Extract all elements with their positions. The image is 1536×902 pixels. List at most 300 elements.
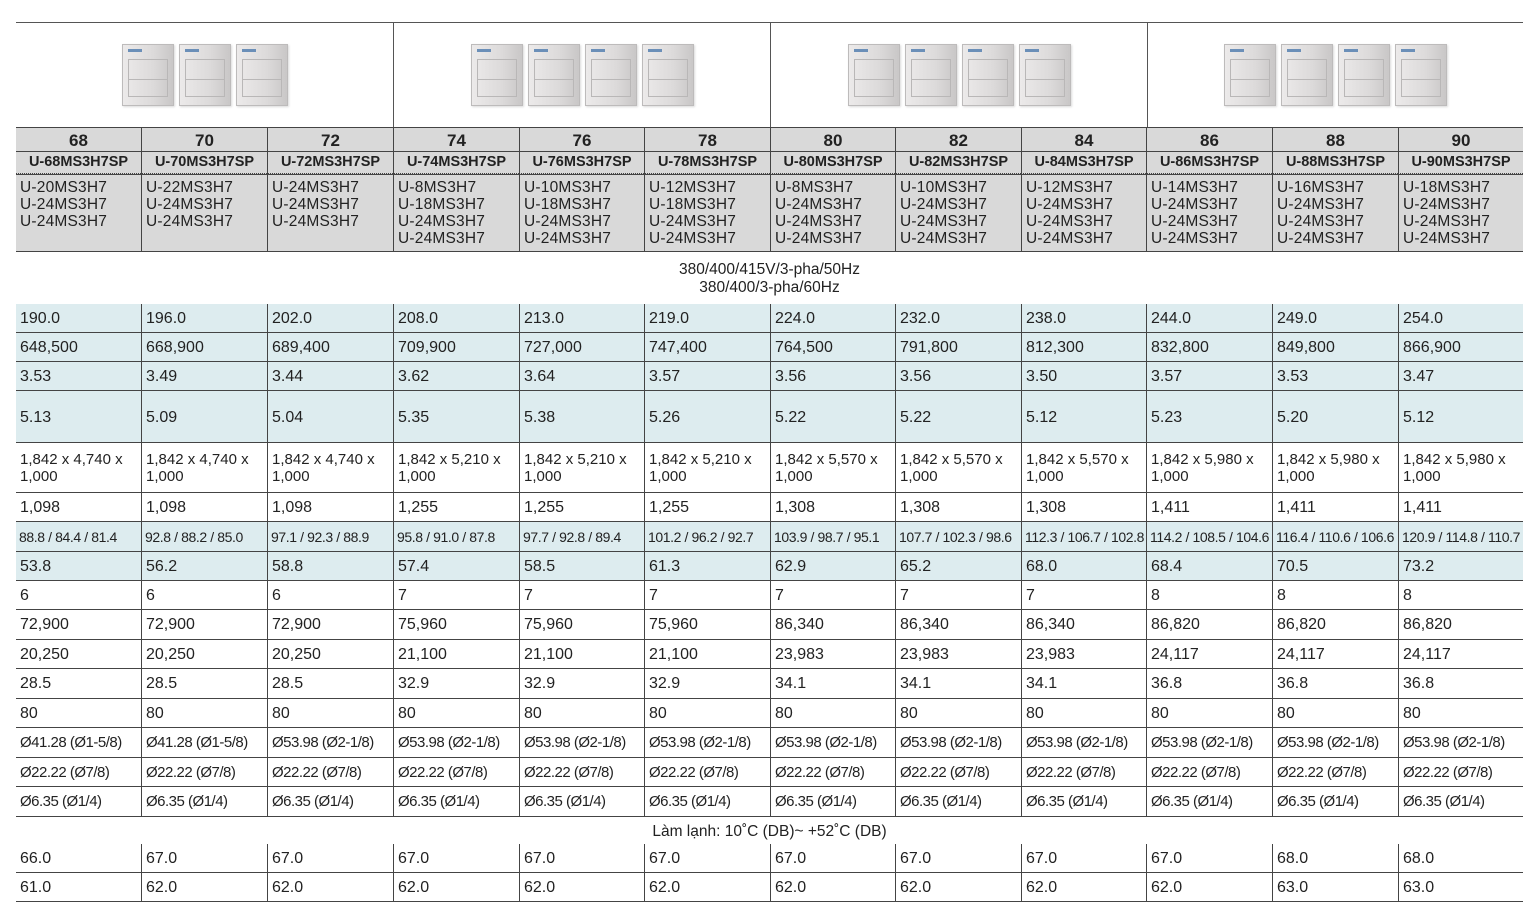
combination-unit: U-24MS3H7 — [272, 213, 360, 230]
unit-panel-line — [1025, 79, 1065, 80]
capacity-hp: 86 — [1146, 127, 1272, 151]
spec-value: 24,117 — [1272, 640, 1398, 668]
spec-value: Ø22.22 (Ø7/8) — [20, 764, 110, 781]
spec-value: 5.13 — [16, 391, 141, 442]
spec-value: 3.53 — [1272, 362, 1398, 390]
spec-value: 34.1 — [770, 669, 895, 698]
spec-row — [16, 391, 1523, 443]
spec-value: 5.04 — [267, 391, 393, 442]
spec-value: 80 — [1021, 699, 1146, 727]
model-name: U-80MS3H7SP — [770, 152, 895, 174]
spec-value: 1,842 x 4,740 x 1,000 — [20, 451, 123, 485]
model-name: U-84MS3H7SP — [1021, 152, 1146, 174]
spec-row — [16, 844, 1523, 873]
spec-value: 3.62 — [393, 362, 519, 390]
spec-value: 57.4 — [393, 552, 519, 580]
spec-value: Ø22.22 (Ø7/8) — [770, 758, 895, 786]
outdoor-unit-image — [848, 44, 900, 106]
spec-value: 80 — [393, 699, 519, 727]
spec-value: 8 — [1146, 581, 1272, 609]
spec-value: 58.5 — [519, 552, 644, 580]
spec-value: Ø22.22 (Ø7/8) — [1021, 758, 1146, 786]
spec-value: 107.7 / 102.3 / 98.6 — [895, 522, 1021, 551]
spec-value: Ø6.35 (Ø1/4) — [895, 787, 1021, 816]
model-name: U-72MS3H7SP — [267, 152, 393, 174]
spec-value: 86,340 — [1021, 610, 1146, 639]
capacity-hp: 88 — [1272, 127, 1398, 151]
combination-unit: U-24MS3H7 — [649, 213, 737, 230]
spec-value: 62.0 — [393, 873, 519, 901]
spec-value: 28.5 — [20, 675, 52, 692]
spec-value: 208.0 — [393, 304, 519, 332]
spec-value: 114.2 / 108.5 / 104.6 — [1146, 522, 1272, 551]
combination-unit: U-24MS3H7 — [900, 196, 988, 213]
capacity-hp: 82 — [895, 127, 1021, 151]
spec-value: 196.0 — [141, 304, 267, 332]
spec-value: 866,900 — [1398, 333, 1523, 361]
combination-row — [16, 175, 1523, 252]
combination-unit: U-8MS3H7 — [775, 179, 854, 196]
combination-unit: U-14MS3H7 — [1151, 179, 1239, 196]
spec-value: 1,842 x 5,980 x 1,000 — [1146, 443, 1272, 492]
spec-value: 6 — [20, 587, 29, 604]
capacity-hp: 90 — [1398, 127, 1523, 151]
outdoor-unit-image — [642, 44, 694, 106]
combination-unit: U-24MS3H7 — [524, 230, 612, 247]
unit-panel-line — [242, 79, 282, 80]
spec-value: 32.9 — [519, 669, 644, 698]
unit-combination — [393, 175, 519, 251]
spec-value: 1,842 x 5,980 x 1,000 — [1272, 443, 1398, 492]
spec-table — [16, 22, 1523, 902]
combination-unit: U-24MS3H7 — [398, 230, 486, 247]
spec-value: 62.9 — [770, 552, 895, 580]
spec-value: 20,250 — [141, 640, 267, 668]
combination-unit: U-18MS3H7 — [649, 196, 737, 213]
spec-value: 219.0 — [644, 304, 770, 332]
unit-panel-line — [477, 79, 517, 80]
spec-value: 21,100 — [519, 640, 644, 668]
spec-value: 5.20 — [1272, 391, 1398, 442]
spec-value: 97.7 / 92.8 / 89.4 — [519, 522, 644, 551]
model-header — [16, 127, 1523, 252]
spec-row — [16, 443, 1523, 493]
spec-value: Ø6.35 (Ø1/4) — [267, 787, 393, 816]
spec-value: Ø6.35 (Ø1/4) — [644, 787, 770, 816]
spec-value: Ø53.98 (Ø2-1/8) — [644, 728, 770, 757]
unit-combination — [267, 175, 393, 251]
spec-value: Ø53.98 (Ø2-1/8) — [1272, 728, 1398, 757]
spec-value: 1,842 x 5,570 x 1,000 — [895, 443, 1021, 492]
spec-value: Ø53.98 (Ø2-1/8) — [1021, 728, 1146, 757]
spec-value: 5.26 — [644, 391, 770, 442]
spec-value: 101.2 / 96.2 / 92.7 — [644, 522, 770, 551]
spec-row — [16, 669, 1523, 699]
spec-row — [16, 610, 1523, 640]
model-name: U-90MS3H7SP — [1398, 152, 1523, 174]
combination-unit: U-24MS3H7 — [1151, 230, 1239, 247]
spec-rows-a — [16, 304, 1523, 817]
spec-value: 1,098 — [267, 493, 393, 521]
outdoor-unit-image — [585, 44, 637, 106]
spec-value: Ø6.35 (Ø1/4) — [770, 787, 895, 816]
spec-value: 75,960 — [393, 610, 519, 639]
spec-value: 72,900 — [20, 616, 69, 633]
spec-value: 21,100 — [644, 640, 770, 668]
spec-value: 65.2 — [895, 552, 1021, 580]
spec-value: 62.0 — [267, 873, 393, 901]
spec-value: Ø53.98 (Ø2-1/8) — [393, 728, 519, 757]
spec-value: 238.0 — [1021, 304, 1146, 332]
spec-value: Ø53.98 (Ø2-1/8) — [1146, 728, 1272, 757]
model-name: U-78MS3H7SP — [644, 152, 770, 174]
spec-value: 5.22 — [770, 391, 895, 442]
unit-combination — [16, 175, 141, 251]
spec-value: Ø22.22 (Ø7/8) — [1272, 758, 1398, 786]
spec-value: 32.9 — [644, 669, 770, 698]
spec-value: 80 — [895, 699, 1021, 727]
unit-combination — [1272, 175, 1398, 251]
model-name: U-76MS3H7SP — [519, 152, 644, 174]
spec-value: 254.0 — [1398, 304, 1523, 332]
spec-row — [16, 304, 1523, 333]
unit-combination — [1021, 175, 1146, 251]
spec-value: 24,117 — [1146, 640, 1272, 668]
capacity-hp: 84 — [1021, 127, 1146, 151]
outdoor-unit-image — [962, 44, 1014, 106]
spec-value: 5.12 — [1021, 391, 1146, 442]
spec-value: 244.0 — [1146, 304, 1272, 332]
spec-value: 67.0 — [1146, 844, 1272, 872]
spec-value: Ø6.35 (Ø1/4) — [1021, 787, 1146, 816]
model-name: U-86MS3H7SP — [1146, 152, 1272, 174]
spec-value: 67.0 — [644, 844, 770, 872]
spec-value: 61.0 — [20, 879, 52, 896]
spec-value: 116.4 / 110.6 / 106.6 — [1272, 522, 1398, 551]
outdoor-unit-image — [1338, 44, 1390, 106]
spec-value: 812,300 — [1021, 333, 1146, 361]
outdoor-unit-image — [122, 44, 174, 106]
spec-value: 249.0 — [1272, 304, 1398, 332]
combination-unit: U-12MS3H7 — [649, 179, 737, 196]
combination-unit: U-24MS3H7 — [1151, 213, 1239, 230]
spec-value: 68.0 — [1272, 844, 1398, 872]
combination-unit: U-10MS3H7 — [524, 179, 612, 196]
spec-value: 832,800 — [1146, 333, 1272, 361]
combination-unit: U-24MS3H7 — [1277, 230, 1365, 247]
spec-value: 32.9 — [393, 669, 519, 698]
spec-value: 5.12 — [1398, 391, 1523, 442]
spec-value: 1,842 x 5,210 x 1,000 — [644, 443, 770, 492]
spec-value: 20,250 — [20, 646, 69, 663]
spec-row — [16, 873, 1523, 902]
combination-unit: U-16MS3H7 — [1277, 179, 1365, 196]
spec-value: 67.0 — [1021, 844, 1146, 872]
combination-unit: U-24MS3H7 — [1026, 230, 1114, 247]
model-row — [16, 152, 1523, 175]
spec-value: 88.8 / 84.4 / 81.4 — [16, 522, 141, 551]
spec-value: 1,308 — [895, 493, 1021, 521]
spec-value: 103.9 / 98.7 / 95.1 — [770, 522, 895, 551]
spec-row — [16, 728, 1523, 758]
combination-unit: U-24MS3H7 — [146, 196, 234, 213]
spec-value: 28.5 — [141, 669, 267, 698]
spec-value: 7 — [393, 581, 519, 609]
model-name: U-68MS3H7SP — [16, 152, 141, 174]
spec-value: Ø41.28 (Ø1-5/8) — [141, 728, 267, 757]
spec-value: Ø53.98 (Ø2-1/8) — [1398, 728, 1523, 757]
combination-unit: U-24MS3H7 — [1026, 213, 1114, 230]
spec-value: 1,308 — [1021, 493, 1146, 521]
spec-value: 3.57 — [644, 362, 770, 390]
combination-unit: U-24MS3H7 — [146, 213, 234, 230]
unit-combination — [644, 175, 770, 251]
spec-value: 62.0 — [141, 873, 267, 901]
spec-value: 1,842 x 5,570 x 1,000 — [1021, 443, 1146, 492]
spec-row — [16, 522, 1523, 552]
spec-value: 34.1 — [895, 669, 1021, 698]
spec-value: Ø41.28 (Ø1-5/8) — [20, 734, 122, 751]
spec-value: 1,842 x 5,980 x 1,000 — [1398, 443, 1523, 492]
spec-value: 62.0 — [770, 873, 895, 901]
combination-unit: U-24MS3H7 — [524, 213, 612, 230]
spec-value: 1,098 — [20, 499, 61, 516]
spec-value: 67.0 — [393, 844, 519, 872]
spec-value: Ø6.35 (Ø1/4) — [1272, 787, 1398, 816]
spec-value: 6 — [267, 581, 393, 609]
outdoor-unit-image — [236, 44, 288, 106]
unit-panel-line — [1287, 79, 1327, 80]
spec-row — [16, 581, 1523, 610]
spec-value: 1,842 x 4,740 x 1,000 — [141, 443, 267, 492]
capacity-hp: 70 — [141, 127, 267, 151]
spec-value: 58.8 — [267, 552, 393, 580]
spec-value: 62.0 — [1146, 873, 1272, 901]
spec-value: 3.47 — [1398, 362, 1523, 390]
combination-unit: U-24MS3H7 — [20, 196, 108, 213]
spec-value: 1,842 x 5,210 x 1,000 — [519, 443, 644, 492]
spec-rows-b — [16, 844, 1523, 902]
spec-value: 5.38 — [519, 391, 644, 442]
spec-value: Ø22.22 (Ø7/8) — [644, 758, 770, 786]
spec-value: Ø6.35 (Ø1/4) — [141, 787, 267, 816]
spec-value: 80 — [20, 705, 38, 722]
unit-combination — [770, 175, 895, 251]
spec-value: 120.9 / 114.8 / 110.7 — [1398, 522, 1523, 551]
spec-value: 202.0 — [267, 304, 393, 332]
spec-value: 21,100 — [393, 640, 519, 668]
spec-value: 72,900 — [141, 610, 267, 639]
product-image-group — [16, 23, 393, 127]
spec-value: 67.0 — [895, 844, 1021, 872]
spec-value: 709,900 — [393, 333, 519, 361]
spec-value: 7 — [770, 581, 895, 609]
spec-value: 61.3 — [644, 552, 770, 580]
spec-value: Ø22.22 (Ø7/8) — [895, 758, 1021, 786]
spec-value: 7 — [895, 581, 1021, 609]
unit-combination — [141, 175, 267, 251]
unit-panel-line — [968, 79, 1008, 80]
combination-unit: U-24MS3H7 — [1403, 213, 1491, 230]
spec-value: 3.64 — [519, 362, 644, 390]
capacity-hp: 78 — [644, 127, 770, 151]
spec-value: 727,000 — [519, 333, 644, 361]
spec-value: 86,820 — [1272, 610, 1398, 639]
model-name: U-82MS3H7SP — [895, 152, 1021, 174]
combination-unit: U-24MS3H7 — [398, 213, 486, 230]
spec-value: 1,255 — [519, 493, 644, 521]
combination-unit: U-24MS3H7 — [1403, 196, 1491, 213]
spec-value: Ø6.35 (Ø1/4) — [393, 787, 519, 816]
spec-value: 68.4 — [1146, 552, 1272, 580]
spec-value: 1,411 — [1398, 493, 1523, 521]
unit-panel-line — [648, 79, 688, 80]
spec-value: 20,250 — [267, 640, 393, 668]
spec-value: Ø53.98 (Ø2-1/8) — [770, 728, 895, 757]
unit-combination — [1398, 175, 1523, 251]
spec-value: 1,842 x 5,570 x 1,000 — [770, 443, 895, 492]
spec-value: 80 — [1398, 699, 1523, 727]
spec-value: 213.0 — [519, 304, 644, 332]
model-name: U-70MS3H7SP — [141, 152, 267, 174]
unit-combination — [1146, 175, 1272, 251]
spec-row — [16, 493, 1523, 522]
model-name: U-74MS3H7SP — [393, 152, 519, 174]
spec-value: 86,340 — [770, 610, 895, 639]
spec-value: 3.49 — [141, 362, 267, 390]
spec-value: 1,842 x 5,210 x 1,000 — [393, 443, 519, 492]
spec-value: 1,308 — [770, 493, 895, 521]
unit-panel-line — [591, 79, 631, 80]
spec-row — [16, 758, 1523, 787]
spec-value: 23,983 — [895, 640, 1021, 668]
outdoor-unit-image — [1395, 44, 1447, 106]
spec-value: 63.0 — [1272, 873, 1398, 901]
spec-value: 75,960 — [519, 610, 644, 639]
spec-row — [16, 787, 1523, 817]
spec-value: 24,117 — [1398, 640, 1523, 668]
combination-unit: U-22MS3H7 — [146, 179, 234, 196]
spec-value: 23,983 — [770, 640, 895, 668]
spec-value: 648,500 — [16, 333, 141, 361]
combination-unit: U-18MS3H7 — [524, 196, 612, 213]
product-image-group — [393, 23, 770, 127]
spec-value: 1,842 x 4,740 x 1,000 — [267, 443, 393, 492]
combination-unit: U-24MS3H7 — [649, 230, 737, 247]
spec-value: 70.5 — [1272, 552, 1398, 580]
spec-value: 28.5 — [267, 669, 393, 698]
spec-value: Ø22.22 (Ø7/8) — [141, 758, 267, 786]
spec-value: 1,255 — [393, 493, 519, 521]
spec-row — [16, 640, 1523, 669]
combination-unit: U-12MS3H7 — [1026, 179, 1114, 196]
spec-row — [16, 362, 1523, 391]
spec-value: 34.1 — [1021, 669, 1146, 698]
spec-value: 3.44 — [267, 362, 393, 390]
spec-value: Ø6.35 (Ø1/4) — [1398, 787, 1523, 816]
combination-unit: U-8MS3H7 — [398, 179, 477, 196]
combination-unit: U-24MS3H7 — [775, 230, 863, 247]
outdoor-unit-image — [528, 44, 580, 106]
spec-value: 1,098 — [141, 493, 267, 521]
spec-value: 36.8 — [1398, 669, 1523, 698]
spec-value: 689,400 — [267, 333, 393, 361]
spec-value: 62.0 — [895, 873, 1021, 901]
combination-unit: U-24MS3H7 — [775, 213, 863, 230]
spec-value: Ø22.22 (Ø7/8) — [1398, 758, 1523, 786]
spec-value: 5.09 — [141, 391, 267, 442]
power-supply-line: 380/400/3-pha/60Hz — [699, 279, 840, 296]
spec-value: 190.0 — [16, 304, 141, 332]
spec-value: 3.50 — [1021, 362, 1146, 390]
model-name: U-88MS3H7SP — [1272, 152, 1398, 174]
spec-value: 66.0 — [20, 850, 52, 867]
outdoor-unit-image — [471, 44, 523, 106]
power-supply — [16, 252, 1523, 304]
spec-value: 36.8 — [1272, 669, 1398, 698]
spec-value: 80 — [1272, 699, 1398, 727]
spec-value: 7 — [519, 581, 644, 609]
spec-row — [16, 552, 1523, 581]
outdoor-unit-image — [1281, 44, 1333, 106]
spec-value: 56.2 — [141, 552, 267, 580]
spec-value: 6 — [141, 581, 267, 609]
spec-value: 8 — [1272, 581, 1398, 609]
capacity-hp: 72 — [267, 127, 393, 151]
spec-value: 23,983 — [1021, 640, 1146, 668]
power-supply-line: 380/400/415V/3-pha/50Hz — [679, 261, 860, 278]
combination-unit: U-24MS3H7 — [775, 196, 863, 213]
unit-combination — [519, 175, 644, 251]
spec-value: 7 — [644, 581, 770, 609]
combination-unit: U-18MS3H7 — [1403, 179, 1491, 196]
spec-value: 5.35 — [393, 391, 519, 442]
combination-unit: U-24MS3H7 — [1026, 196, 1114, 213]
spec-value: Ø53.98 (Ø2-1/8) — [519, 728, 644, 757]
combination-unit: U-20MS3H7 — [20, 179, 108, 196]
spec-value: 73.2 — [1398, 552, 1523, 580]
spec-value: 849,800 — [1272, 333, 1398, 361]
spec-value: 75,960 — [644, 610, 770, 639]
spec-value: 224.0 — [770, 304, 895, 332]
combination-unit: U-24MS3H7 — [20, 213, 108, 230]
unit-panel-line — [854, 79, 894, 80]
capacity-hp: 80 — [770, 127, 895, 151]
spec-value: 86,340 — [895, 610, 1021, 639]
spec-value: 80 — [1146, 699, 1272, 727]
spec-value: Ø22.22 (Ø7/8) — [1146, 758, 1272, 786]
spec-value: 95.8 / 91.0 / 87.8 — [393, 522, 519, 551]
combination-unit: U-24MS3H7 — [1277, 213, 1365, 230]
spec-value: 8 — [1398, 581, 1523, 609]
spec-row — [16, 699, 1523, 728]
spec-value: 112.3 / 106.7 / 102.8 — [1021, 522, 1146, 551]
spec-value: 5.22 — [895, 391, 1021, 442]
unit-panel-line — [185, 79, 225, 80]
unit-combination — [895, 175, 1021, 251]
spec-value: 86,820 — [1146, 610, 1272, 639]
spec-value: 3.53 — [16, 362, 141, 390]
spec-value: 67.0 — [519, 844, 644, 872]
spec-value: 232.0 — [895, 304, 1021, 332]
spec-value: Ø53.98 (Ø2-1/8) — [895, 728, 1021, 757]
product-image-row — [16, 22, 1523, 127]
spec-value: 97.1 / 92.3 / 88.9 — [267, 522, 393, 551]
unit-panel-line — [1401, 79, 1441, 80]
capacity-row — [16, 127, 1523, 152]
combination-unit: U-24MS3H7 — [272, 179, 360, 196]
combination-unit: U-24MS3H7 — [1151, 196, 1239, 213]
